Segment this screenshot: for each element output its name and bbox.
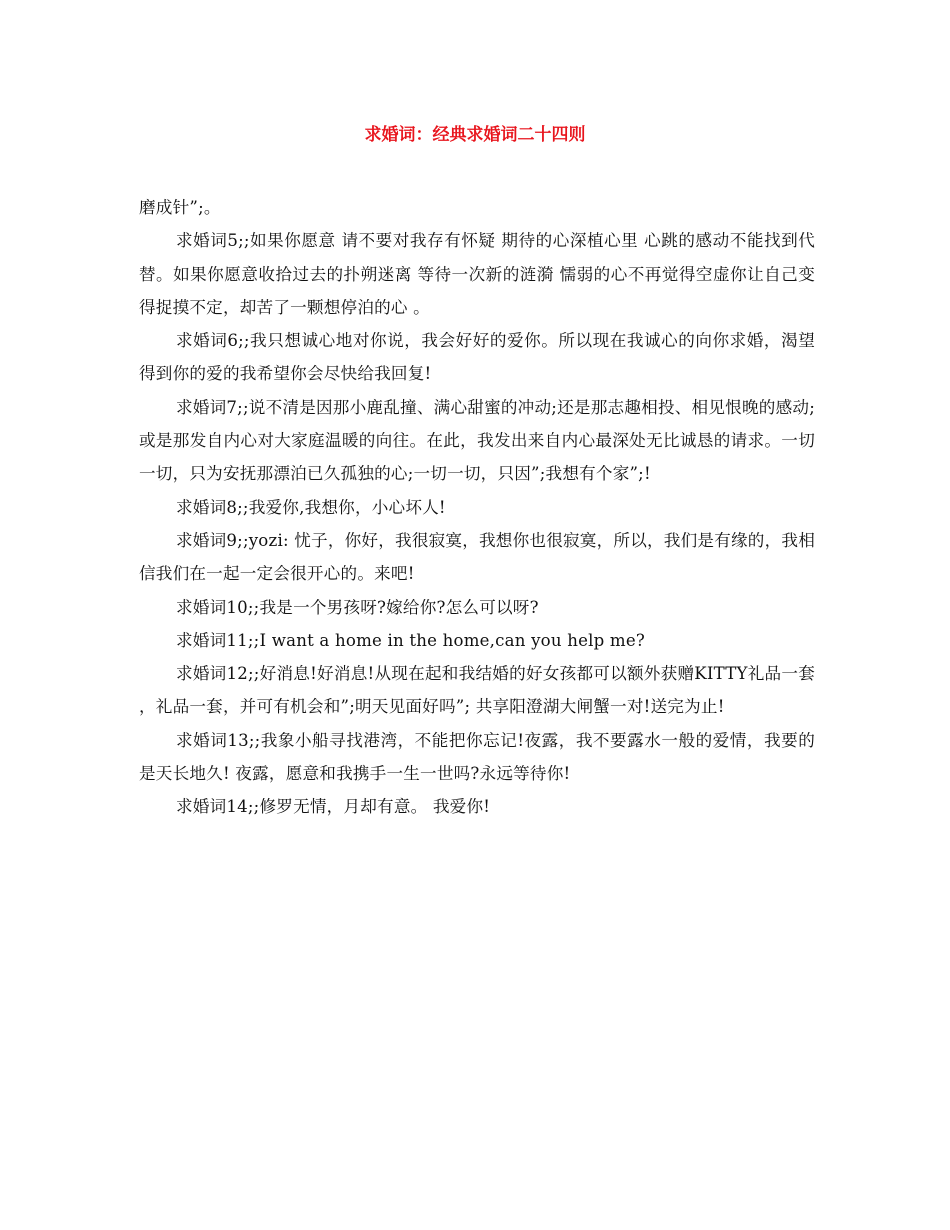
paragraph: 求婚词5;;如果你愿意 请不要对我存有怀疑 期待的心深植心里 心跳的感动不能找到代替。如果你愿意收拾过去的扑朔迷离 等待一次新的涟漪 懦弱的心不再觉得空虚你让自己变得捉摸不定，却苦了一颗想停泊的心 。 [139,231,815,317]
paragraph: 求婚词13;;我象小船寻找港湾，不能把你忘记!夜露，我不要露水一般的爱情，我要的是天长地久! 夜露，愿意和我携手一生一世吗?永远等待你! [139,730,815,784]
paragraph: 求婚词9;;yozi: 忧子，你好，我很寂寞，我想你也很寂寞，所以，我们是有缘的，我相信我们在一起一定会很开心的。来吧! [139,530,815,584]
paragraph: 求婚词10;;我是一个男孩呀?嫁给你?怎么可以呀? [176,597,539,617]
document-body [139,191,815,824]
paragraph: 磨成针”;。 [139,198,221,217]
paragraph: 求婚词7;;说不清是因那小鹿乱撞、满心甜蜜的冲动;还是那志趣相投、相见恨晚的感动;或是那发自内心对大家庭温暖的向往。在此，我发出来自内心最深处无比诚恳的请求。一切一切，只为安抚那漂泊已久孤独的心;一切一切，只因”;我想有个家”;! [139,397,815,484]
document-title: 求婚词：经典求婚词二十四则 [364,125,586,145]
paragraph: 求婚词12;;好消息!好消息!从现在起和我结婚的好女孩都可以额外获赠KITTY礼品一套 ，礼品一套，并可有机会和”;明天见面好吗”; 共享阳澄湖大闸蟹一对!送完为止! [139,664,815,717]
paragraph: 求婚词14;;修罗无情，月却有意。 我爱你! [176,797,491,817]
paragraph: 求婚词8;;我爱你,我想你，小心坏人! [176,497,446,517]
paragraph: 求婚词11;;I want a home in the home,can you help me? [176,630,645,650]
paragraph: 求婚词6;;我只想诚心地对你说，我会好好的爱你。所以现在我诚心的向你求婚，渴望得到你的爱的我希望你会尽快给我回复! [139,331,815,384]
